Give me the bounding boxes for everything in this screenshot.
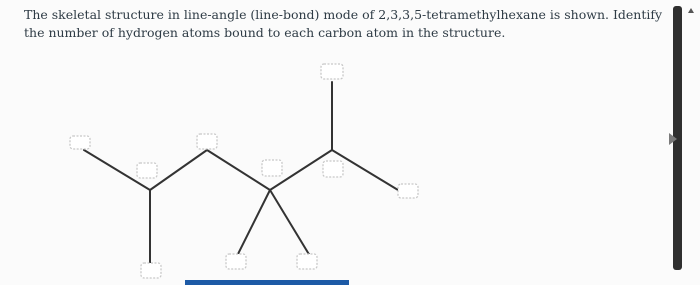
bond-c4-methyl-right xyxy=(270,190,310,256)
bond-c3-c4 xyxy=(207,150,270,190)
answer-box-c2[interactable] xyxy=(137,163,157,178)
answer-box-c2-methyl[interactable] xyxy=(141,263,161,278)
bond-c2-c3 xyxy=(150,150,207,190)
triangle-up-icon[interactable] xyxy=(688,8,694,13)
answer-box-c3[interactable] xyxy=(197,134,217,149)
bond-c4-methyl-left xyxy=(237,190,270,256)
answer-box-c4-methyl-left[interactable] xyxy=(226,254,246,269)
answer-box-c5-methyl[interactable] xyxy=(321,64,343,79)
answer-box-c6[interactable] xyxy=(398,184,418,198)
answer-box-c1[interactable] xyxy=(70,136,90,149)
answer-box-c5[interactable] xyxy=(323,161,343,177)
accent-bar xyxy=(185,280,349,285)
arrow-pointer-icon xyxy=(669,133,677,145)
question-prompt: The skeletal structure in line-angle (line-bond) mode of 2,3,3,5-tetramethylhexane is shown. Identify the number of hydrogen atoms bound to each carbon atom in the structure. xyxy=(24,7,663,40)
answer-box-c4[interactable] xyxy=(262,160,282,176)
answer-box-c4-methyl-right[interactable] xyxy=(297,254,317,269)
